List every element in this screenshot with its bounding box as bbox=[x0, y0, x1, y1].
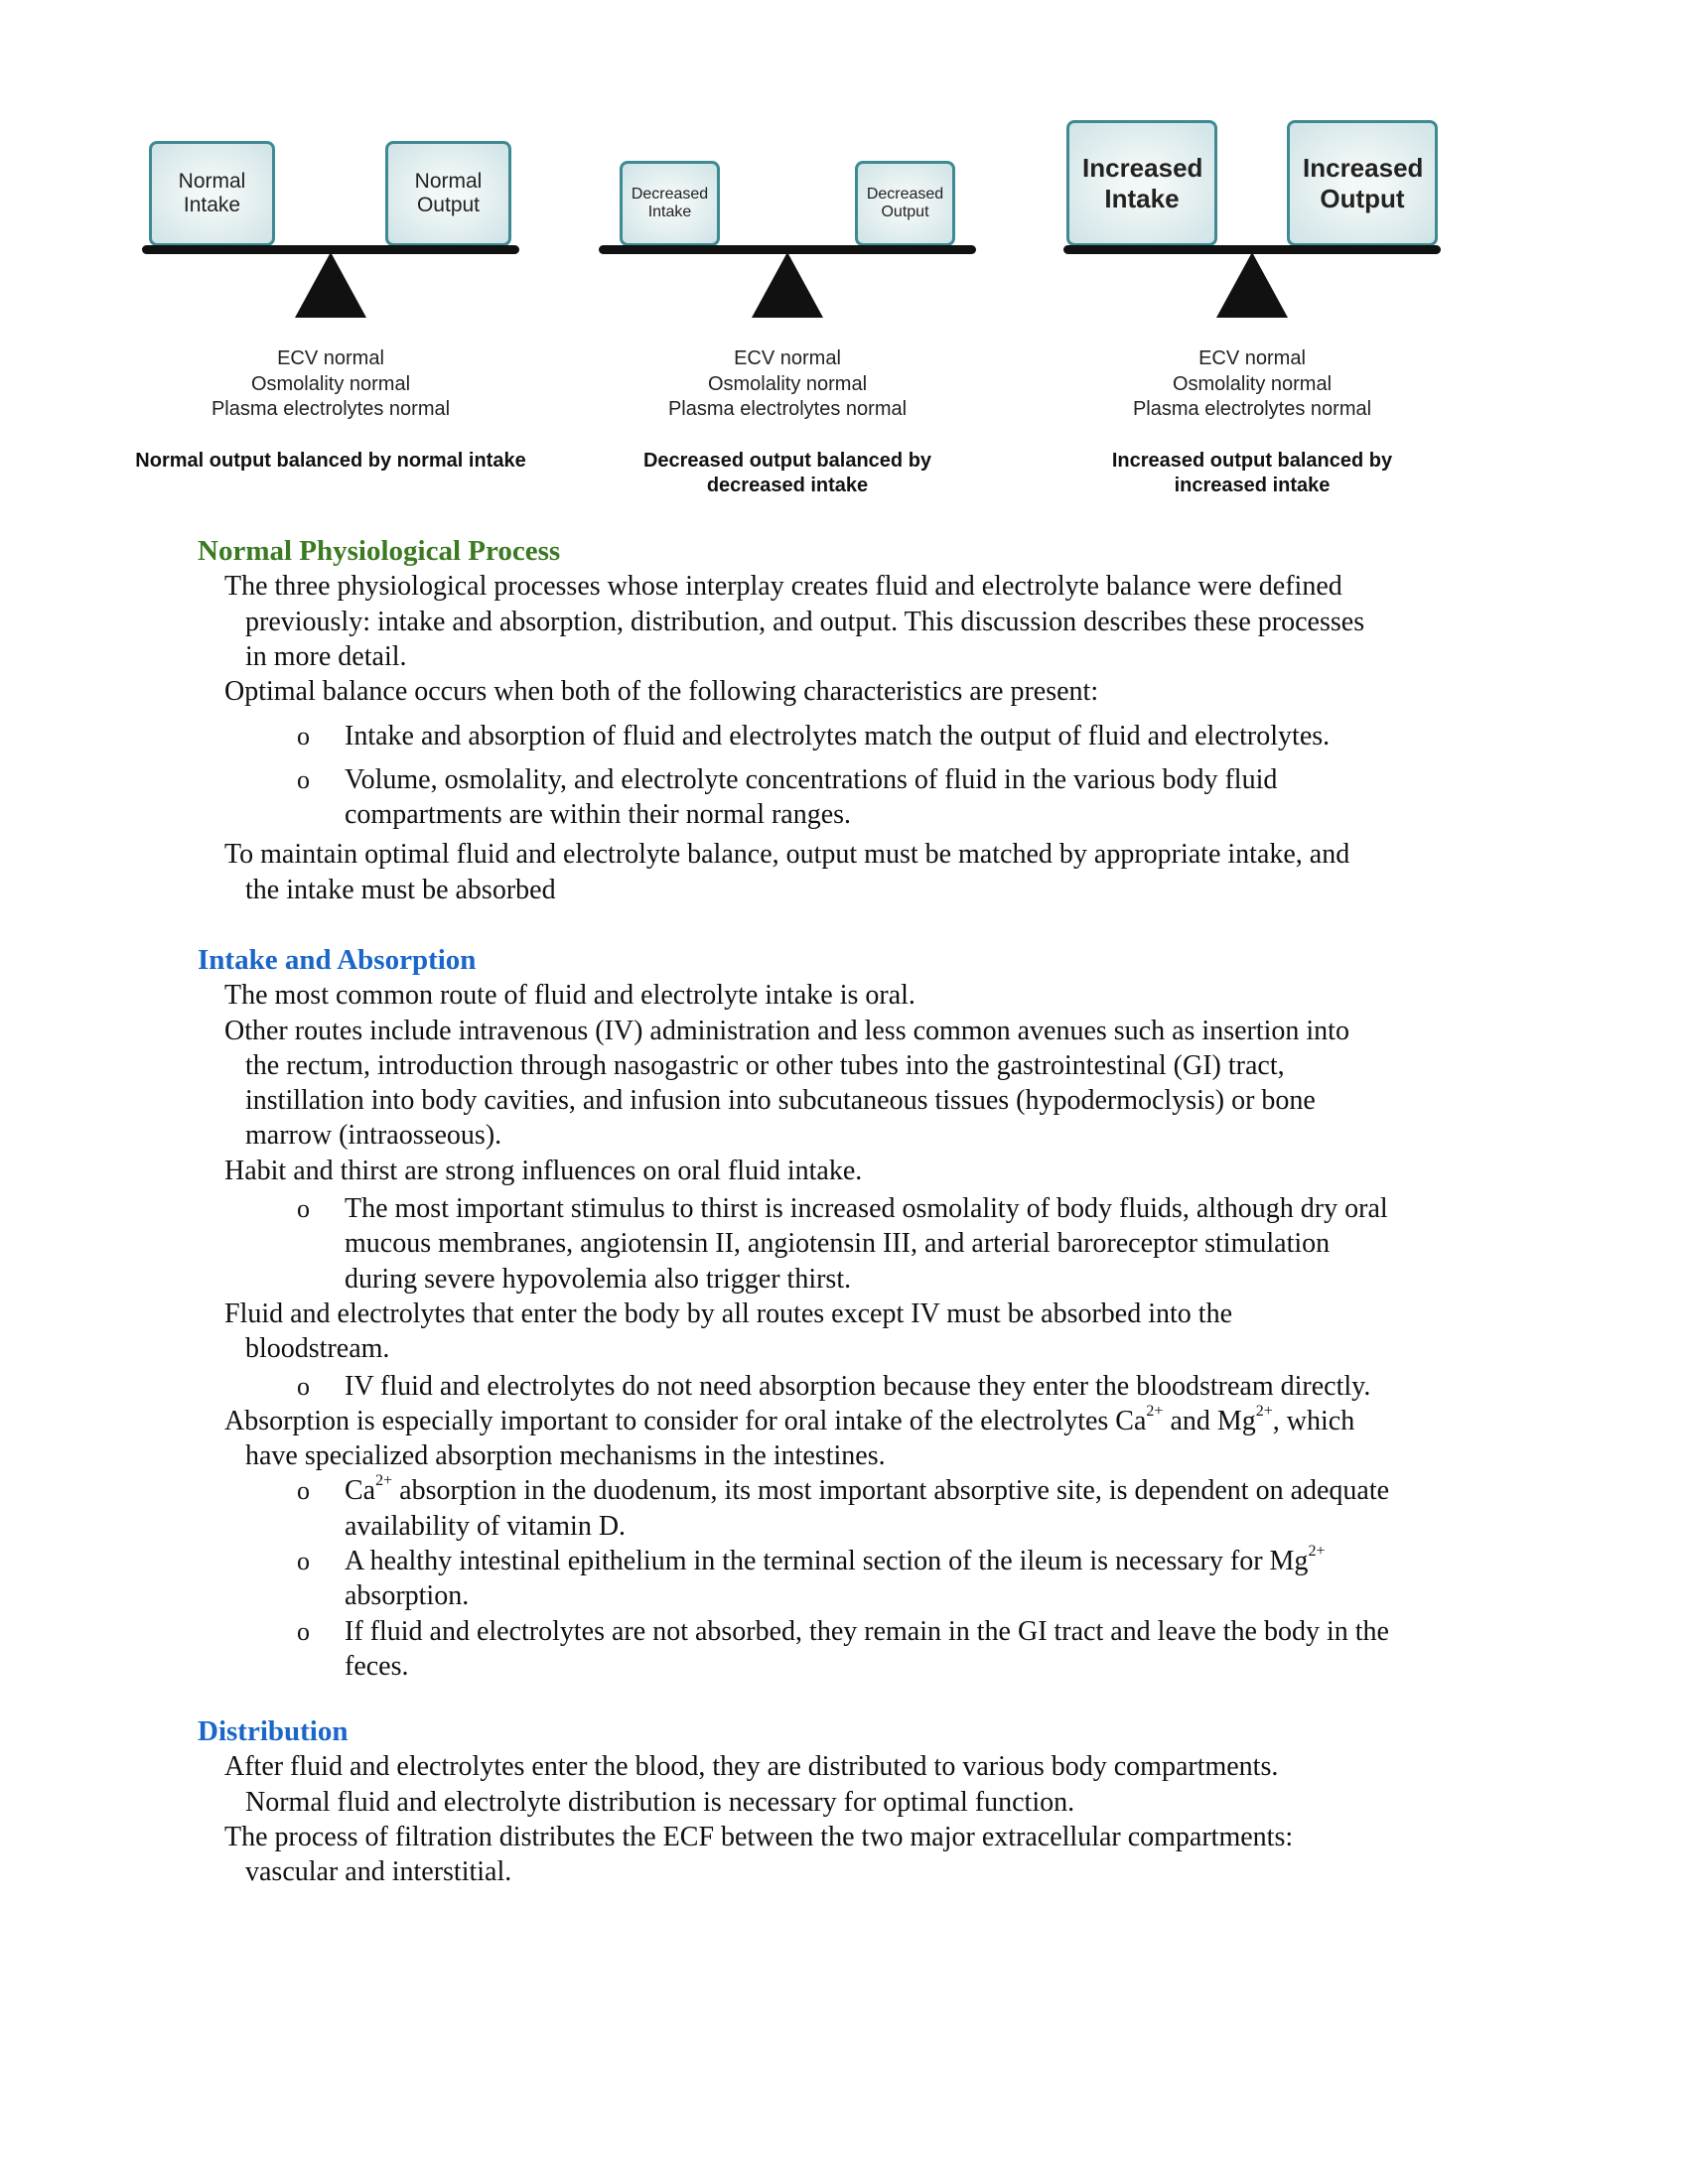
text-line: Fluid and electrolytes that enter the body by all routes except IV must be absorbed into the bbox=[224, 1297, 1232, 1329]
text-line: The process of filtration distributes the ECF between the two major extracellular compartments: bbox=[224, 1821, 1294, 1852]
text-line bbox=[198, 1404, 1508, 1438]
text-line: The most important stimulus to thirst is increased osmolality of body fluids, although dry oral bbox=[345, 1193, 1388, 1225]
status-osmolality: Osmolality normal bbox=[1172, 372, 1333, 395]
bullet-marker-icon: o bbox=[297, 1371, 310, 1401]
bullet-marker-icon: o bbox=[297, 1476, 310, 1506]
text-line: If fluid and electrolytes are not absorbed, they remain in the GI tract and leave the body in the bbox=[345, 1615, 1389, 1647]
paragraph bbox=[198, 1014, 1508, 1154]
text-line: mucous membranes, angiotensin II, angiotensin III, and arterial baroreceptor stimulation bbox=[345, 1228, 1331, 1260]
section-heading: Normal Physiological Process bbox=[198, 535, 561, 567]
paragraph bbox=[198, 978, 1508, 1013]
fulcrum-triangle bbox=[1216, 252, 1288, 318]
status-ecv: ECV normal bbox=[277, 347, 384, 369]
section-intake-and-absorption bbox=[198, 943, 1508, 1684]
box-label: Decreased Intake bbox=[631, 186, 709, 220]
text-segment: , which bbox=[1272, 1405, 1355, 1436]
increased-intake-box bbox=[1066, 120, 1217, 246]
superscript-charge: 2+ bbox=[1255, 1402, 1273, 1420]
text-line bbox=[198, 1544, 1508, 1578]
caption-line: increased intake bbox=[1174, 475, 1331, 496]
text-line: After fluid and electrolytes enter the blood, they are distributed to various body compartments. bbox=[224, 1751, 1279, 1783]
text-line: have specialized absorption mechanisms in the intestines. bbox=[245, 1440, 886, 1472]
fulcrum-triangle bbox=[295, 252, 366, 318]
superscript-charge: 2+ bbox=[1308, 1543, 1326, 1561]
text-line: IV fluid and electrolytes do not need absorption because they enter the bloodstream directly. bbox=[345, 1370, 1371, 1402]
text-line: The most common route of fluid and electrolyte intake is oral. bbox=[224, 980, 915, 1012]
bullet-item bbox=[198, 1473, 1508, 1544]
bullet-item bbox=[198, 1614, 1508, 1685]
text-line: in more detail. bbox=[245, 640, 407, 672]
bullet-item bbox=[198, 1191, 1508, 1297]
text-line: vascular and interstitial. bbox=[245, 1856, 512, 1888]
text-line: previously: intake and absorption, distribution, and output. This discussion describes these processes bbox=[245, 606, 1365, 637]
caption-line: Normal output balanced by normal intake bbox=[135, 450, 526, 472]
bullet-marker-icon: o bbox=[297, 1616, 310, 1646]
increased-output-box bbox=[1287, 120, 1438, 246]
box-label: Decreased Output bbox=[866, 186, 944, 220]
text-line: The three physiological processes whose interplay creates fluid and electrolyte balance were defined bbox=[224, 571, 1342, 603]
text-line: Volume, osmolality, and electrolyte concentrations of fluid in the various body fluid bbox=[345, 763, 1278, 795]
bullet-item bbox=[198, 1369, 1508, 1404]
text-line: absorption. bbox=[345, 1580, 470, 1612]
paragraph bbox=[198, 674, 1508, 709]
text-line: feces. bbox=[345, 1650, 409, 1682]
box-label: Normal Intake bbox=[178, 170, 246, 216]
bullet-marker-icon: o bbox=[297, 764, 310, 794]
diagram-status bbox=[1014, 346, 1490, 423]
paragraph bbox=[198, 1297, 1508, 1367]
status-electrolytes: Plasma electrolytes normal bbox=[667, 398, 908, 420]
bullet-item bbox=[198, 1544, 1508, 1614]
text-line: marrow (intraosseous). bbox=[245, 1120, 502, 1152]
box-label: Increased Intake bbox=[1082, 152, 1203, 213]
diagram-status bbox=[92, 346, 569, 423]
bullet-marker-icon: o bbox=[297, 1547, 310, 1576]
text-line: the rectum, introduction through nasogastric or other tubes into the gastrointestinal (GI) tract, bbox=[245, 1049, 1285, 1081]
status-osmolality: Osmolality normal bbox=[250, 372, 411, 395]
bullet-item bbox=[198, 762, 1508, 833]
caption-line: Decreased output balanced by bbox=[642, 450, 932, 472]
text-line: the intake must be absorbed bbox=[245, 874, 556, 905]
paragraph bbox=[198, 837, 1508, 907]
superscript-charge: 2+ bbox=[375, 1472, 393, 1490]
paragraph bbox=[198, 569, 1508, 674]
box-label: Increased Output bbox=[1303, 152, 1424, 213]
status-ecv: ECV normal bbox=[734, 347, 841, 369]
diagram-caption bbox=[549, 449, 1026, 498]
section-heading: Distribution bbox=[198, 1715, 349, 1747]
text-segment: A healthy intestinal epithelium in the terminal section of the ileum is necessary for Mg bbox=[345, 1546, 1309, 1577]
text-line: Optimal balance occurs when both of the following characteristics are present: bbox=[224, 676, 1099, 708]
text-segment: absorption in the duodenum, its most important absorptive site, is dependent on adequate bbox=[392, 1475, 1390, 1507]
fluid-balance-diagrams bbox=[0, 0, 1688, 516]
superscript-charge: 2+ bbox=[1146, 1402, 1164, 1420]
status-ecv: ECV normal bbox=[1198, 347, 1306, 369]
section-heading: Intake and Absorption bbox=[198, 944, 477, 976]
text-line: availability of vitamin D. bbox=[345, 1510, 627, 1542]
diagram-caption bbox=[1014, 449, 1490, 498]
paragraph bbox=[198, 1820, 1508, 1890]
text-line: compartments are within their normal ranges. bbox=[345, 799, 852, 831]
diagram-caption bbox=[92, 449, 569, 474]
section-normal-physiological-process bbox=[198, 534, 1508, 907]
text-line: during severe hypovolemia also trigger thirst. bbox=[345, 1263, 852, 1295]
status-electrolytes: Plasma electrolytes normal bbox=[1132, 398, 1372, 420]
text-line: Normal fluid and electrolyte distribution is necessary for optimal function. bbox=[245, 1786, 1075, 1818]
paragraph bbox=[198, 1749, 1508, 1820]
bullet-marker-icon: o bbox=[297, 722, 310, 751]
paragraph bbox=[198, 1154, 1508, 1188]
status-osmolality: Osmolality normal bbox=[707, 372, 868, 395]
diagram-status bbox=[549, 346, 1026, 423]
decreased-intake-box bbox=[620, 161, 720, 246]
box-label: Normal Output bbox=[414, 170, 483, 216]
text-line: instillation into body cavities, and infusion into subcutaneous tissues (hypodermoclysis) or bone bbox=[245, 1085, 1316, 1117]
paragraph bbox=[198, 1404, 1508, 1474]
text-segment: Ca bbox=[345, 1475, 376, 1507]
text-line bbox=[198, 1473, 1508, 1508]
caption-line: Increased output balanced by bbox=[1111, 450, 1393, 472]
decreased-output-box bbox=[855, 161, 955, 246]
bullet-marker-icon: o bbox=[297, 1194, 310, 1224]
caption-line: decreased intake bbox=[706, 475, 869, 496]
text-line: Other routes include intravenous (IV) administration and less common avenues such as insertion into bbox=[224, 1015, 1349, 1046]
section-distribution bbox=[198, 1714, 1508, 1889]
normal-output-box bbox=[385, 141, 511, 246]
status-electrolytes: Plasma electrolytes normal bbox=[211, 398, 451, 420]
text-segment: Absorption is especially important to consider for oral intake of the electrolytes Ca bbox=[224, 1405, 1147, 1436]
text-line: bloodstream. bbox=[245, 1333, 390, 1365]
text-line: Intake and absorption of fluid and electrolytes match the output of fluid and electrolytes. bbox=[345, 721, 1331, 752]
fulcrum-triangle bbox=[752, 252, 823, 318]
text-line: Habit and thirst are strong influences on oral fluid intake. bbox=[224, 1155, 863, 1186]
bullet-item bbox=[198, 719, 1508, 753]
text-line: To maintain optimal fluid and electrolyte balance, output must be matched by appropriate intake, and bbox=[224, 839, 1350, 871]
normal-intake-box bbox=[149, 141, 275, 246]
text-segment: and Mg bbox=[1163, 1405, 1256, 1436]
